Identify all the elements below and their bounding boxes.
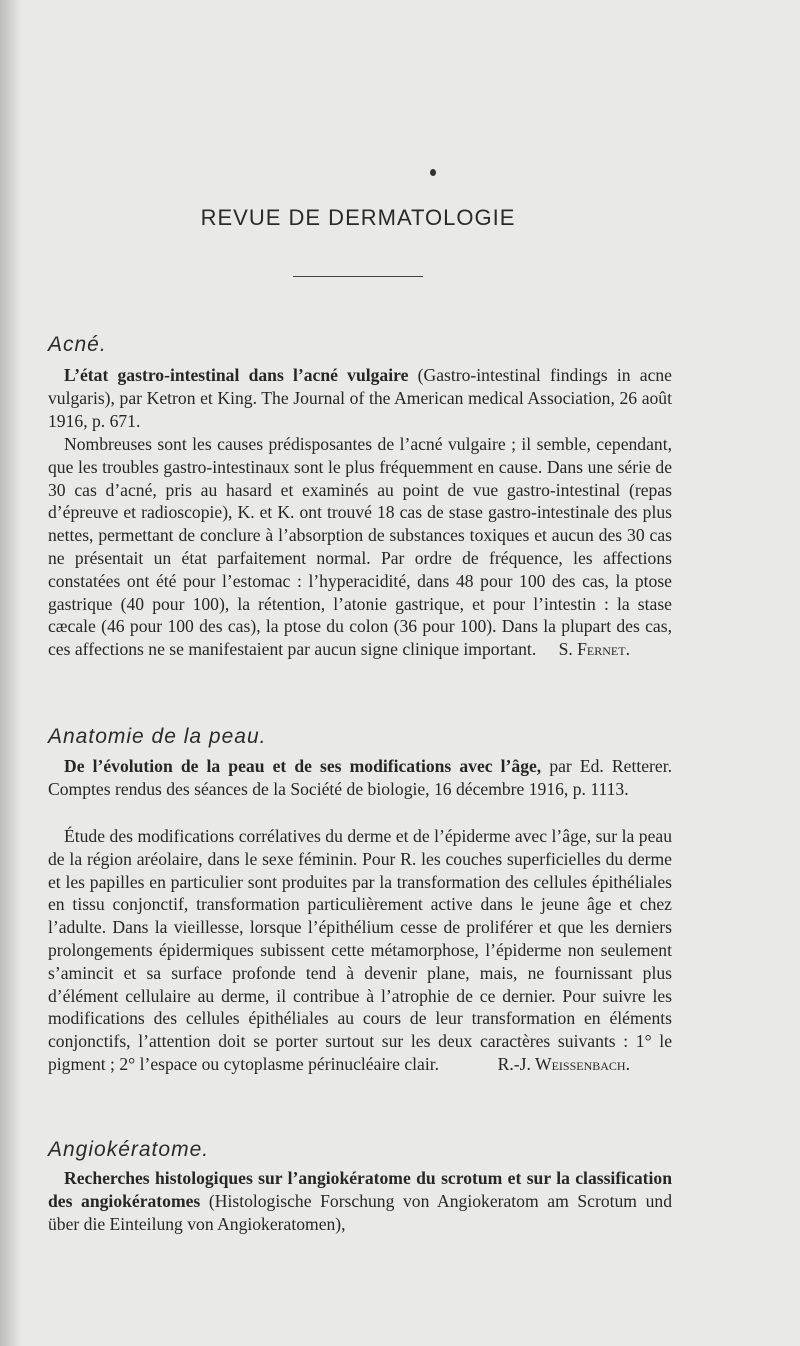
- article-text: Étude des modifications corrélatives du derme et de l’épiderme avec l’âge, sur la peau de la région aréolaire, dans le sexe féminin. Pour R. les couches superficielles du derme et les papilles en particulier sont produites par la transformation des cellules épithéliales en tissu conjonctif, transformation particulièrement active dans le jeune âge et chez l’adulte. Dans la vieillesse, lorsque l’épithélium cesse de proliférer et que les derniers prolongements épidermiques subissent cette métamorphose, l’épiderme non seulement s’amincit et sa surface profonde tend à devenir plane, mais, ne fournissant plus d’élément cellulaire au derme, il contribue à l’atrophie de ce dernier. Pour suivre les modifications des cellules épithéliales au cours de leur transformation en éléments conjonctifs, l’attention doit se porter surtout sur les deux caractères suivants : 1° le pigment ; 2° l’espace ou cytoplasme périnucléaire clair.: [48, 826, 672, 1074]
- article-citation-angiokeratome: [48, 1167, 672, 1235]
- title-divider: [293, 276, 423, 277]
- article-signature: S. Fernet.: [558, 639, 630, 660]
- article-meta: par Ed. Retterer. Comptes rendus des séances de la Société de biologie, 16 décembre 1916, p. 1113.: [48, 756, 672, 799]
- article-citation-acne: [48, 364, 672, 432]
- article-body-anatomie: [48, 825, 672, 1076]
- article-citation-anatomie: [48, 755, 672, 801]
- section-heading-anatomie: Anatomie de la peau.: [48, 725, 267, 748]
- article-title: L’état gastro-intestinal dans l’acné vulgaire: [64, 365, 409, 385]
- article-title: Recherches histologiques sur l’angiokératome du scrotum et sur la classification des angiokératomes: [48, 1168, 672, 1211]
- ink-dot: [430, 169, 436, 176]
- article-meta: (Histologische Forschung von Angiokeratom am Scrotum und über die Einteilung von Angiokeratomen),: [48, 1190, 672, 1234]
- article-body-acne: [48, 433, 672, 661]
- page-edge-shadow: [0, 0, 22, 1346]
- section-heading-angiokeratome: Angiokératome.: [48, 1138, 210, 1161]
- article-meta: (Gastro-intestinal findings in acne vulgaris), par Ketron et King. The Journal of the American medical Association, 26 août 1916, p. 671.: [48, 365, 672, 431]
- article-title: De l’évolution de la peau et de ses modifications avec l’âge,: [64, 756, 542, 776]
- article-text: Nombreuses sont les causes prédisposantes de l’acné vulgaire ; il semble, cependant, que les troubles gastro-intestinaux sont le plus fréquemment en cause. Dans une série de 30 cas d’acné, pris au hasard et examinés au point de vue gastro-intestinal (repas d’épreuve et radioscopie), K. et K. ont trouvé 18 cas de stase gastro-intestinale des plus nettes, permettant de conclure à l’absorption de substances toxiques et aucun des 30 cas ne présentait un état parfaitement normal. Par ordre de fréquence, les affections constatées ont été pour l’estomac : l’hyperacidité, dans 48 pour 100 des cas, la ptose gastrique (40 pour 100), la rétention, l’atonie gastrique, et pour l’intestin : la stase cæcale (46 pour 100 des cas), la ptose du colon (36 pour 100). Dans la plupart des cas, ces affections ne se manifestaient par aucun signe clinique important.: [48, 434, 672, 660]
- article-signature: R.-J. Weissenbach.: [497, 1053, 630, 1074]
- section-heading-acne: Acné.: [48, 333, 107, 356]
- page-title: REVUE DE DERMATOLOGIE: [200, 205, 516, 230]
